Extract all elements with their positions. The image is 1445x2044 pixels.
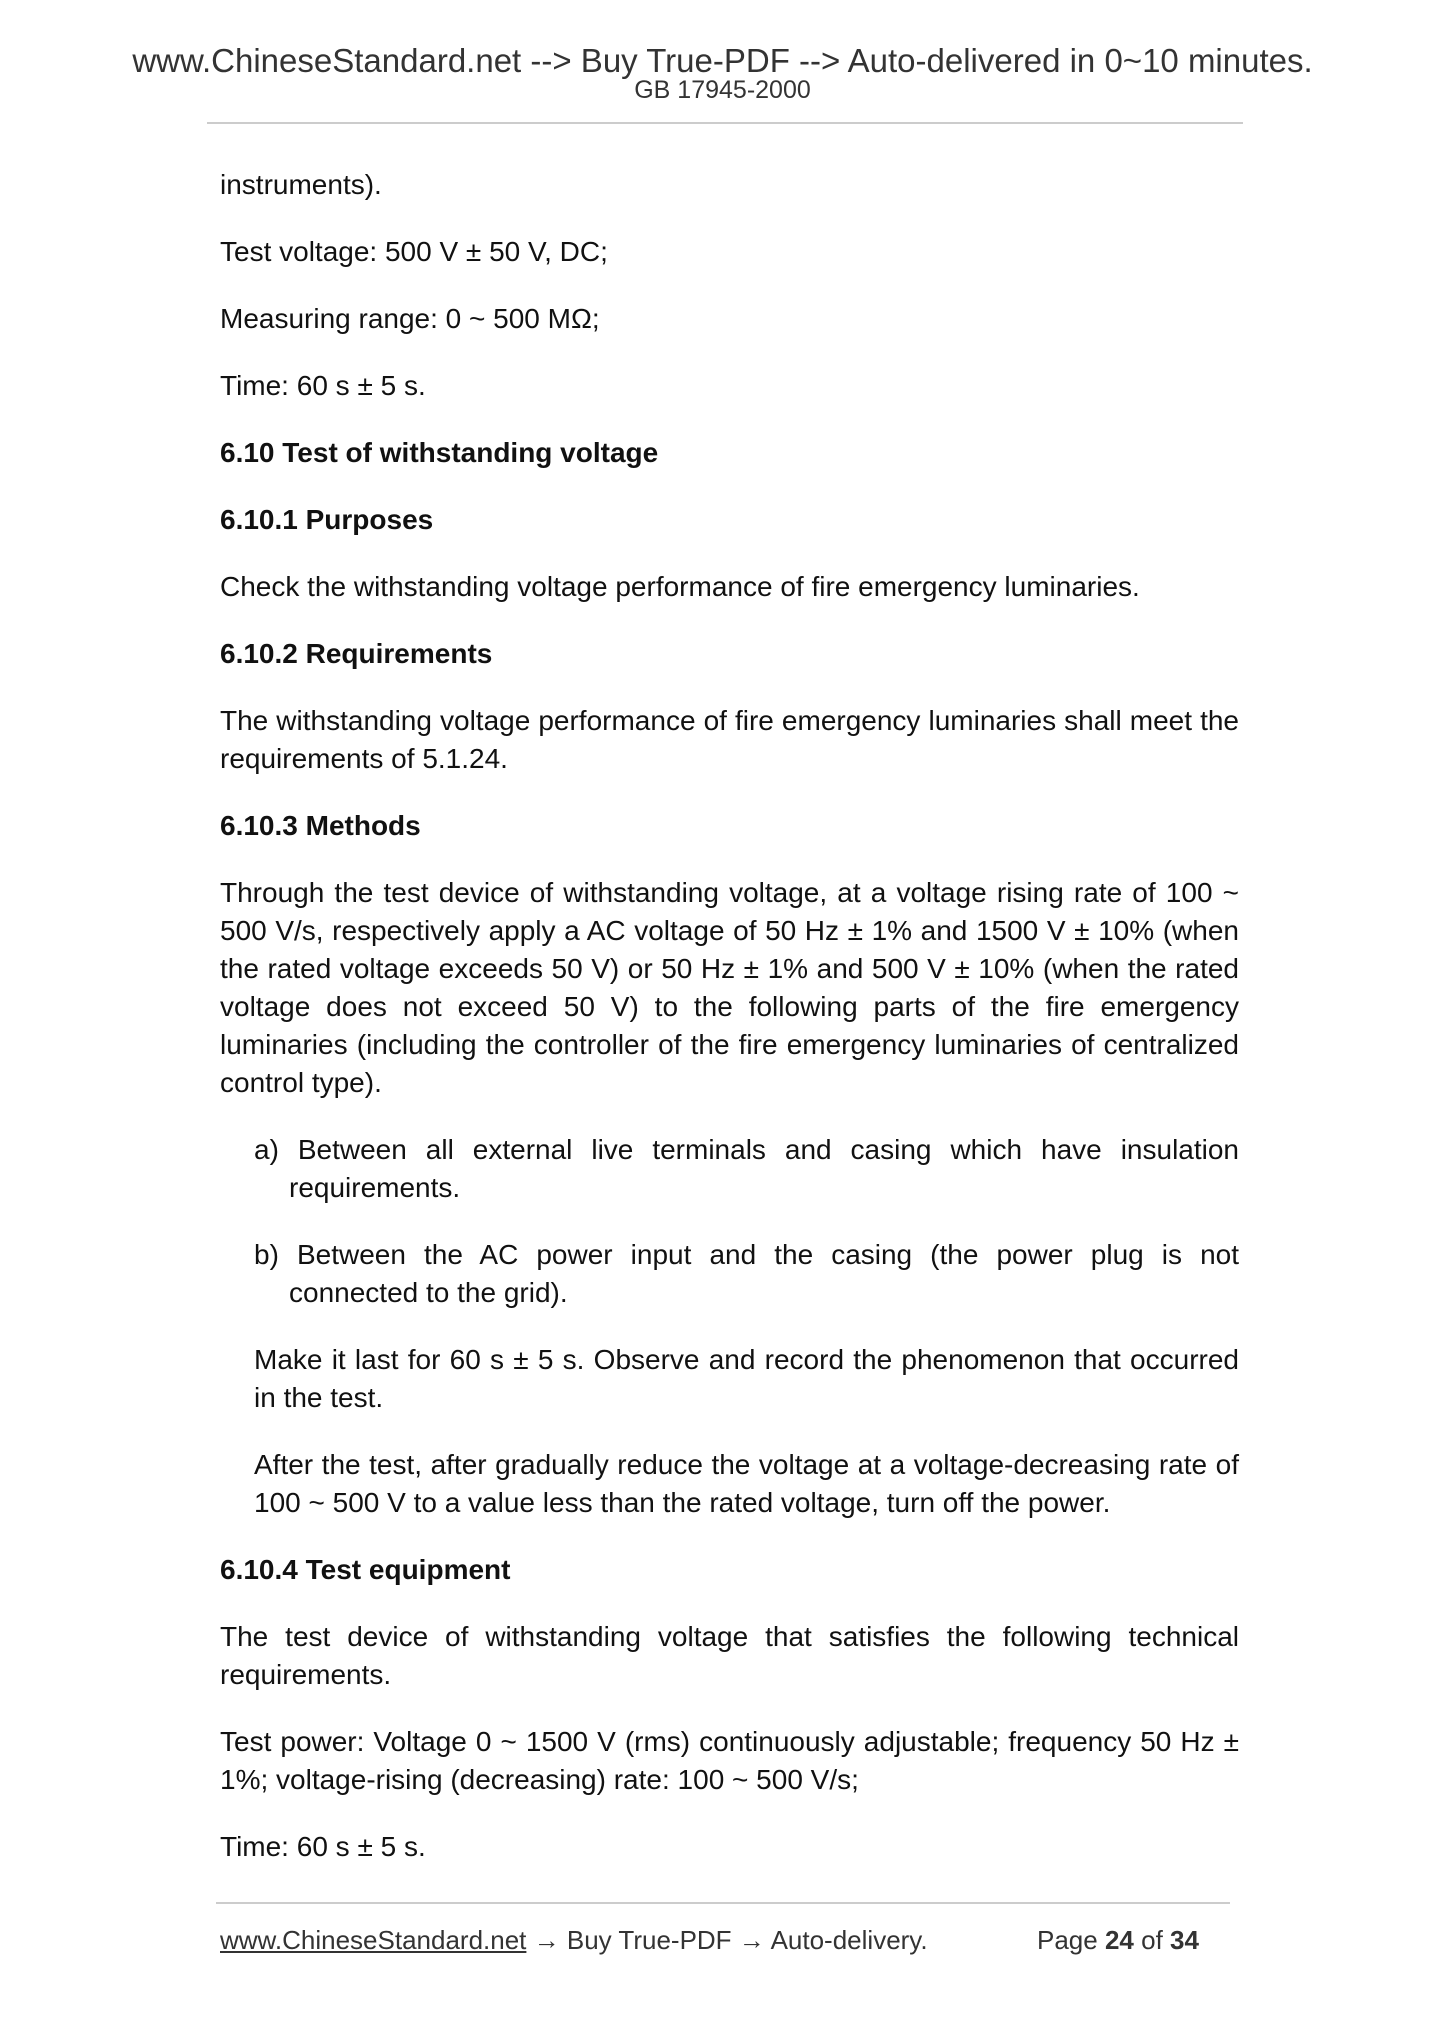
page-of: of [1141, 1925, 1163, 1955]
section-heading-6-10-2: 6.10.2 Requirements [220, 638, 493, 669]
document-code: GB 17945-2000 [634, 76, 811, 104]
top-banner[interactable]: www.ChineseStandard.net --> Buy True-PDF --> Auto-delivered in 0~10 minutes. [132, 42, 1313, 79]
page-number [1037, 1924, 1199, 1956]
page-total: 34 [1170, 1925, 1199, 1955]
paragraph-test-power: Test power: Voltage 0 ~ 1500 V (rms) continuously adjustable; frequency 50 Hz ± 1%; voltage-rising (decreasing) rate: 100 ~ 500 V/s; [220, 1726, 1239, 1795]
section-heading-6-10-1: 6.10.1 Purposes [220, 504, 434, 535]
page-current: 24 [1104, 1925, 1134, 1955]
list-item-a: a) Between all external live terminals and casing which have insulation requirements. [254, 1134, 1239, 1203]
footer-divider [216, 1902, 1230, 1904]
paragraph-methods: Through the test device of withstanding voltage, at a voltage rising rate of 100 ~ 500 V/s, respectively apply a AC voltage of 50 Hz ± 1% and 1500 V ± 10% (when the rated voltage exceeds 50 V) or 50 Hz ± 1% and 500 V ± 10% (when the rated voltage does not exceed 50 V) to the following parts of the fire emergency luminaries (including the controller of the fire emergency luminaries of centralized control type). [220, 877, 1239, 1098]
footer-promo [220, 1924, 928, 1956]
paragraph-purposes: Check the withstanding voltage performance of fire emergency luminaries. [220, 571, 1140, 602]
paragraph-time: Time: 60 s ± 5 s. [220, 370, 426, 401]
section-heading-6-10-3: 6.10.3 Methods [220, 810, 421, 841]
footer-promo-text: → Buy True-PDF → Auto-delivery. [526, 1925, 928, 1955]
section-heading-6-10: 6.10 Test of withstanding voltage [220, 437, 659, 468]
page-label: Page [1037, 1925, 1098, 1955]
header-divider [207, 122, 1243, 124]
list-item-b: b) Between the AC power input and the casing (the power plug is not connected to the grid). [254, 1239, 1239, 1308]
footer-website-link[interactable]: www.ChineseStandard.net [220, 1925, 527, 1955]
paragraph-requirements: The withstanding voltage performance of fire emergency luminaries shall meet the requirements of 5.1.24. [220, 705, 1239, 774]
paragraph-make-last: Make it last for 60 s ± 5 s. Observe and record the phenomenon that occurred in the test. [254, 1344, 1239, 1413]
paragraph-test-voltage: Test voltage: 500 V ± 50 V, DC; [220, 236, 608, 267]
section-heading-6-10-4: 6.10.4 Test equipment [220, 1554, 511, 1585]
paragraph-after-test: After the test, after gradually reduce the voltage at a voltage-decreasing rate of 100 ~ 500 V to a value less than the rated voltage, turn off the power. [254, 1449, 1239, 1518]
paragraph-instruments: instruments). [220, 169, 382, 200]
paragraph-measuring-range: Measuring range: 0 ~ 500 MΩ; [220, 303, 600, 334]
paragraph-time-2: Time: 60 s ± 5 s. [220, 1831, 426, 1862]
page-content [220, 166, 1239, 1895]
paragraph-equipment: The test device of withstanding voltage that satisfies the following technical requirements. [220, 1621, 1239, 1690]
